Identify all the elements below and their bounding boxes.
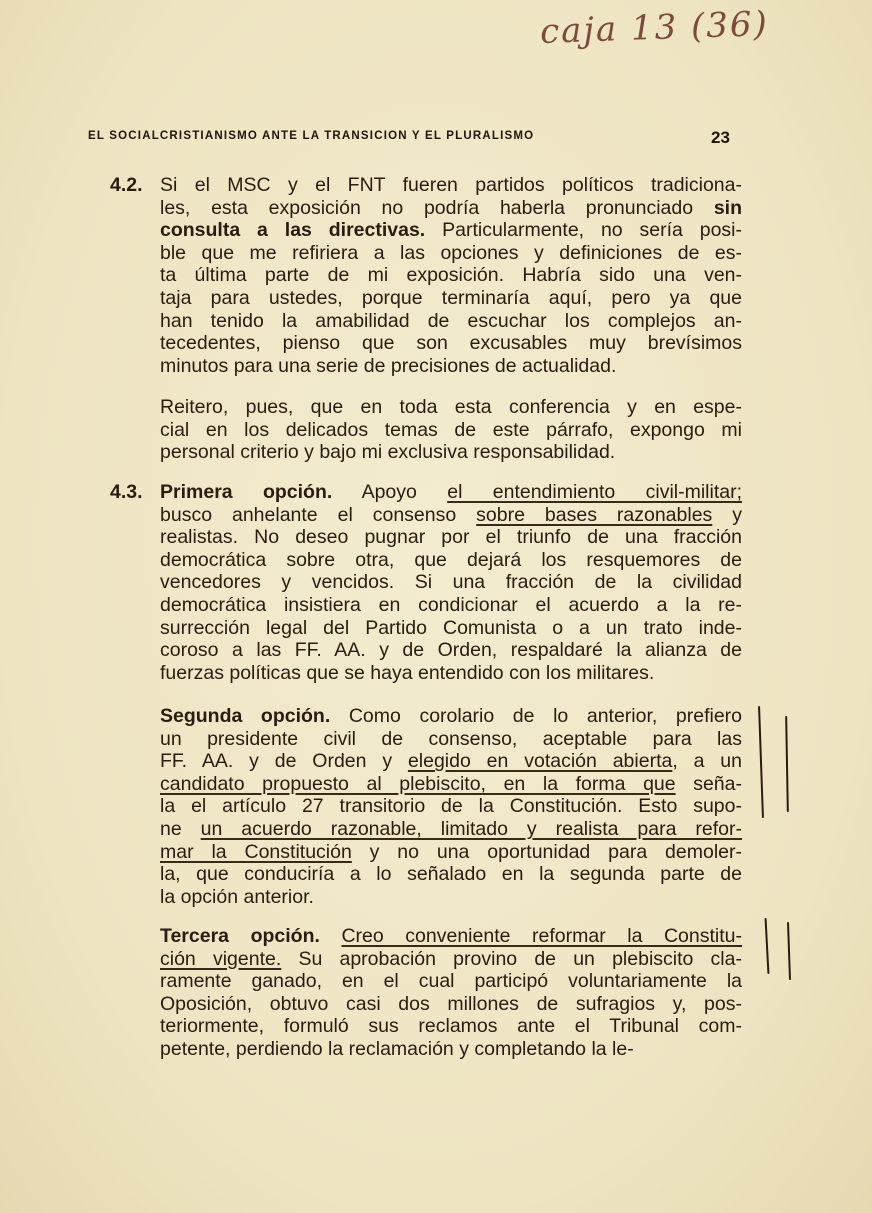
text-segment: la opción anterior. [160, 885, 314, 908]
text-line [160, 594, 742, 617]
text-line [160, 571, 742, 594]
text-line [160, 504, 742, 527]
text-line [160, 728, 742, 751]
text-segment: ramente ganado, en el cual participó voluntariamente la [160, 970, 742, 993]
text-line [160, 242, 742, 265]
margin-mark [787, 922, 791, 980]
text-line [160, 1038, 742, 1061]
text-segment: ble que me refiriera a las opciones y definiciones de es- [160, 241, 742, 264]
bold-text: Tercera opción. [160, 925, 320, 947]
paragraph [160, 705, 742, 908]
text-segment: , a un [672, 750, 742, 773]
text-segment: Oposición, obtuvo casi dos millones de sufragios y, pos- [160, 992, 742, 1015]
underlined-text: un acuerdo razonable, limitado y realista para refor- [200, 817, 742, 840]
text-line [160, 441, 742, 464]
text-segment: tecedentes, pienso que son excusables muy brevísimos [160, 332, 742, 355]
text-segment: la, que conduciría a lo señalado en la segunda parte de [160, 863, 742, 886]
text-line [160, 970, 742, 993]
text-line [160, 526, 742, 549]
text-line [160, 1015, 742, 1038]
text-segment: fuerzas políticas que se haya entendido con los militares. [160, 661, 655, 684]
underlined-text: Creo conveniente reformar la Constitu- [341, 925, 742, 947]
text-segment: democrática sobre otra, que dejará los resquemores de [160, 548, 742, 571]
handwritten-archive-note: caja 13 (36) [539, 4, 770, 52]
text-line [160, 818, 742, 841]
text-segment: y no una oportunidad para demoler- [351, 840, 742, 863]
text-line [160, 197, 742, 220]
text-segment: les, esta exposición no podría haberla pronunciado [160, 196, 714, 219]
margin-mark [758, 706, 764, 818]
text-segment: Su aprobación provino de un plebiscito cla- [281, 947, 742, 970]
text-segment: Si el MSC y el FNT fueren partidos políticos tradiciona- [160, 174, 742, 196]
text-line [160, 993, 742, 1016]
text-segment: han tenido la amabilidad de escuchar los complejos an- [160, 309, 742, 332]
text-segment: busco anhelante el consenso [160, 503, 477, 526]
text-segment: un presidente civil de consenso, aceptable para las [160, 727, 742, 750]
text-segment: FF. AA. y de Orden y [160, 750, 408, 773]
text-line [160, 662, 742, 685]
text-line [160, 419, 742, 442]
underlined-text: elegido en votación abierta [407, 750, 673, 773]
text-segment: personal criterio y bajo mi exclusiva responsabilidad. [160, 441, 616, 464]
text-segment: taja para ustedes, porque terminaría aquí, pero ya que [160, 286, 742, 309]
text-line [160, 617, 742, 640]
text-line [160, 396, 742, 419]
bold-text: consulta a las directivas. [160, 219, 426, 242]
text-line [160, 795, 742, 818]
text-segment: y [712, 503, 743, 526]
text-line [160, 886, 742, 909]
margin-mark [765, 918, 770, 974]
text-line [160, 287, 742, 310]
text-segment: Apoyo [332, 481, 448, 503]
text-segment: la el artículo 27 transitorio de la Constitución. Esto supo- [160, 795, 742, 818]
text-segment: coroso a las FF. AA. y de Orden, respaldaré la alianza de [160, 639, 742, 662]
text-line [160, 174, 742, 197]
text-line [160, 773, 742, 796]
text-segment: vencedores y vencidos. Si una fracción de la civilidad [160, 571, 742, 594]
text-line [160, 841, 742, 864]
underlined-text: sobre bases razonables [476, 503, 713, 526]
text-segment: petente, perdiendo la reclamación y completando la le- [160, 1037, 634, 1060]
paragraph [160, 396, 742, 464]
text-line [160, 355, 742, 378]
text-segment: ne [160, 817, 201, 840]
margin-mark [785, 716, 789, 812]
text-segment: democrática insistiera en condicionar el acuerdo a la re- [160, 593, 742, 616]
text-line [160, 264, 742, 287]
section-number: 4.3. [110, 481, 143, 503]
paragraph [160, 174, 742, 377]
text-segment: ta última parte de mi exposición. Habría sido una ven- [160, 264, 742, 287]
text-segment: seña- [675, 772, 742, 795]
text-line [160, 750, 742, 773]
text-line [160, 332, 742, 355]
text-line [160, 925, 742, 948]
text-line [160, 705, 742, 728]
bold-text: Primera opción. [160, 481, 333, 503]
text-segment: Particularmente, no sería posi- [425, 219, 743, 242]
text-line [160, 863, 742, 886]
text-segment: teriormente, formuló sus reclamos ante el Tribunal com- [160, 1015, 742, 1038]
text-line [160, 549, 742, 572]
text-segment [320, 925, 342, 947]
underlined-text: ción vigente. [160, 947, 282, 970]
text-segment: Como corolario de lo anterior, prefiero [330, 705, 743, 727]
text-line [160, 219, 742, 242]
running-header: EL SOCIALCRISTIANISMO ANTE LA TRANSICION Y EL PLURALISMO [88, 130, 535, 142]
text-line [160, 948, 742, 971]
text-segment: surrección legal del Partido Comunista o a un trato inde- [160, 616, 742, 639]
underlined-text: el entendimiento civil-militar; [447, 481, 743, 503]
bold-text: sin [713, 196, 742, 219]
text-segment: cial en los delicados temas de este párrafo, expongo mi [160, 418, 742, 441]
text-segment: realistas. No deseo pugnar por el triunfo de una fracción [160, 526, 742, 549]
underlined-text: candidato propuesto al plebiscito, en la forma que [160, 772, 676, 795]
text-line [160, 639, 742, 662]
text-line [160, 481, 742, 504]
bold-text: Segunda opción. [160, 705, 331, 727]
text-line [160, 310, 742, 333]
text-segment: Reitero, pues, que en toda esta conferencia y en espe- [160, 396, 742, 418]
text-segment: minutos para una serie de precisiones de actualidad. [160, 354, 617, 377]
underlined-text: mar la Constitución [160, 840, 352, 863]
paragraph [160, 481, 742, 684]
paragraph [160, 925, 742, 1061]
page-number: 23 [711, 128, 730, 147]
section-number: 4.2. [110, 174, 143, 196]
